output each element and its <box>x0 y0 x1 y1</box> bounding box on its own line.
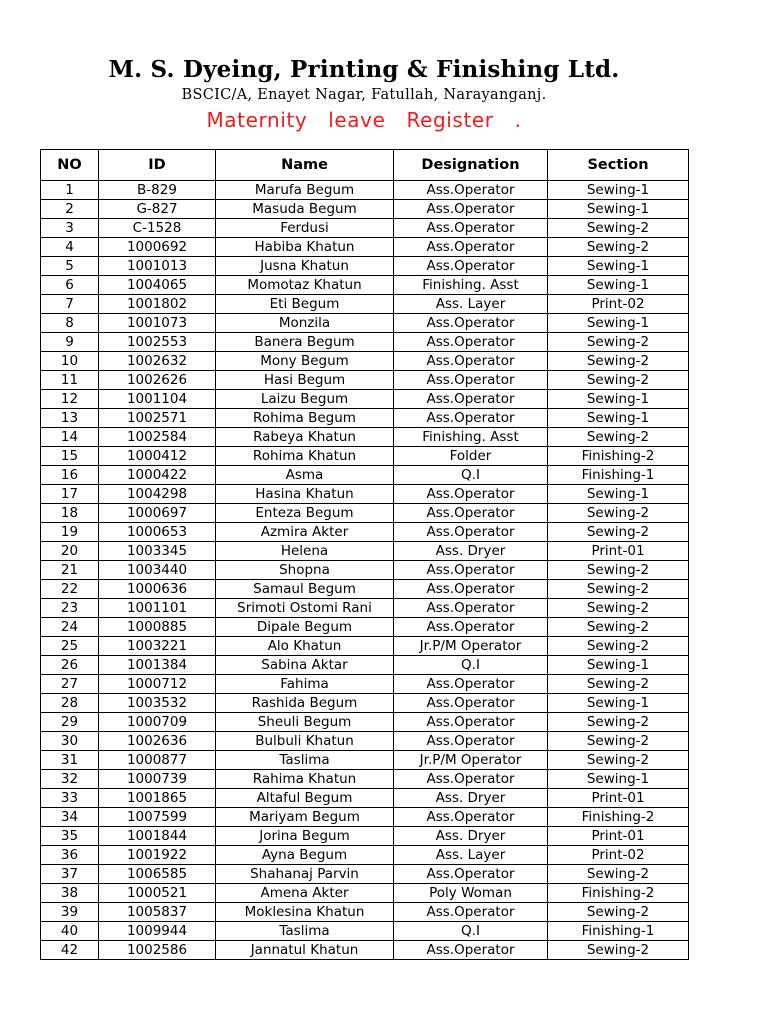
cell-designation: Ass.Operator <box>394 352 548 371</box>
cell-no: 5 <box>41 257 99 276</box>
cell-no: 6 <box>41 276 99 295</box>
cell-no: 19 <box>41 523 99 542</box>
cell-designation: Ass.Operator <box>394 865 548 884</box>
cell-name: Moklesina Khatun <box>216 903 394 922</box>
table-body <box>41 181 689 960</box>
column-header-name: Name <box>216 150 394 181</box>
cell-name: Taslima <box>216 751 394 770</box>
cell-no: 21 <box>41 561 99 580</box>
cell-no: 3 <box>41 219 99 238</box>
cell-no: 33 <box>41 789 99 808</box>
cell-id: 1004065 <box>99 276 216 295</box>
cell-id: B-829 <box>99 181 216 200</box>
cell-designation: Ass.Operator <box>394 599 548 618</box>
cell-section: Print-01 <box>548 827 689 846</box>
cell-id: 1001073 <box>99 314 216 333</box>
cell-section: Print-01 <box>548 542 689 561</box>
cell-designation: Q.I <box>394 656 548 675</box>
cell-id: 1000877 <box>99 751 216 770</box>
table-row <box>41 485 689 504</box>
cell-id: 1002632 <box>99 352 216 371</box>
cell-name: Ferdusi <box>216 219 394 238</box>
cell-id: 1002584 <box>99 428 216 447</box>
cell-designation: Ass. Dryer <box>394 789 548 808</box>
cell-section: Finishing-1 <box>548 466 689 485</box>
cell-no: 40 <box>41 922 99 941</box>
cell-id: 1001802 <box>99 295 216 314</box>
table-row <box>41 295 689 314</box>
cell-no: 23 <box>41 599 99 618</box>
cell-no: 27 <box>41 675 99 694</box>
cell-name: Hasina Khatun <box>216 485 394 504</box>
cell-section: Print-02 <box>548 295 689 314</box>
cell-designation: Folder <box>394 447 548 466</box>
cell-section: Sewing-2 <box>548 713 689 732</box>
table-row <box>41 314 689 333</box>
cell-name: Azmira Akter <box>216 523 394 542</box>
cell-section: Finishing-2 <box>548 808 689 827</box>
cell-section: Sewing-1 <box>548 656 689 675</box>
table-row <box>41 922 689 941</box>
cell-id: 1006585 <box>99 865 216 884</box>
cell-no: 17 <box>41 485 99 504</box>
table-row <box>41 637 689 656</box>
cell-name: Rabeya Khatun <box>216 428 394 447</box>
cell-id: 1000885 <box>99 618 216 637</box>
table-row <box>41 827 689 846</box>
cell-no: 8 <box>41 314 99 333</box>
cell-id: 1003345 <box>99 542 216 561</box>
cell-id: 1003532 <box>99 694 216 713</box>
cell-designation: Ass.Operator <box>394 941 548 960</box>
cell-id: C-1528 <box>99 219 216 238</box>
table-row <box>41 181 689 200</box>
table-row <box>41 200 689 219</box>
cell-no: 11 <box>41 371 99 390</box>
table-row <box>41 789 689 808</box>
cell-no: 34 <box>41 808 99 827</box>
cell-designation: Ass.Operator <box>394 770 548 789</box>
cell-id: 1002553 <box>99 333 216 352</box>
cell-designation: Ass.Operator <box>394 732 548 751</box>
cell-section: Sewing-2 <box>548 865 689 884</box>
cell-designation: Ass.Operator <box>394 903 548 922</box>
table-row <box>41 257 689 276</box>
cell-name: Fahima <box>216 675 394 694</box>
cell-no: 42 <box>41 941 99 960</box>
cell-name: Eti Begum <box>216 295 394 314</box>
register-title: Maternity leave Register . <box>206 108 522 132</box>
cell-section: Sewing-1 <box>548 390 689 409</box>
maternity-leave-table <box>40 149 689 960</box>
cell-name: Mony Begum <box>216 352 394 371</box>
column-header-id: ID <box>99 150 216 181</box>
cell-designation: Jr.P/M Operator <box>394 637 548 656</box>
cell-id: 1000653 <box>99 523 216 542</box>
cell-no: 25 <box>41 637 99 656</box>
table-row <box>41 732 689 751</box>
table-row <box>41 884 689 903</box>
cell-id: 1001101 <box>99 599 216 618</box>
cell-name: Samaul Begum <box>216 580 394 599</box>
cell-id: 1004298 <box>99 485 216 504</box>
cell-designation: Ass.Operator <box>394 238 548 257</box>
cell-section: Finishing-2 <box>548 447 689 466</box>
table-row <box>41 941 689 960</box>
cell-section: Sewing-1 <box>548 200 689 219</box>
cell-no: 30 <box>41 732 99 751</box>
cell-section: Sewing-1 <box>548 276 689 295</box>
cell-no: 13 <box>41 409 99 428</box>
cell-designation: Ass. Layer <box>394 295 548 314</box>
cell-name: Jannatul Khatun <box>216 941 394 960</box>
cell-no: 15 <box>41 447 99 466</box>
cell-designation: Ass.Operator <box>394 257 548 276</box>
cell-section: Sewing-1 <box>548 181 689 200</box>
company-address: BSCIC/A, Enayet Nagar, Fatullah, Narayanganj. <box>181 87 547 103</box>
cell-name: Shopna <box>216 561 394 580</box>
cell-designation: Finishing. Asst <box>394 276 548 295</box>
table-row <box>41 371 689 390</box>
cell-designation: Ass. Dryer <box>394 827 548 846</box>
cell-section: Sewing-1 <box>548 409 689 428</box>
table-row <box>41 428 689 447</box>
cell-name: Sheuli Begum <box>216 713 394 732</box>
cell-name: Asma <box>216 466 394 485</box>
cell-id: 1000412 <box>99 447 216 466</box>
cell-no: 32 <box>41 770 99 789</box>
cell-no: 14 <box>41 428 99 447</box>
cell-section: Sewing-2 <box>548 618 689 637</box>
cell-section: Sewing-1 <box>548 257 689 276</box>
cell-id: 1000692 <box>99 238 216 257</box>
cell-section: Finishing-1 <box>548 922 689 941</box>
cell-section: Sewing-2 <box>548 599 689 618</box>
cell-designation: Ass.Operator <box>394 181 548 200</box>
table-row <box>41 333 689 352</box>
cell-name: Marufa Begum <box>216 181 394 200</box>
cell-no: 20 <box>41 542 99 561</box>
cell-id: 1003221 <box>99 637 216 656</box>
cell-id: 1005837 <box>99 903 216 922</box>
cell-name: Taslima <box>216 922 394 941</box>
cell-name: Habiba Khatun <box>216 238 394 257</box>
cell-id: 1000712 <box>99 675 216 694</box>
cell-designation: Ass.Operator <box>394 200 548 219</box>
column-header-designation: Designation <box>394 150 548 181</box>
cell-id: 1000739 <box>99 770 216 789</box>
cell-name: Helena <box>216 542 394 561</box>
cell-section: Sewing-1 <box>548 314 689 333</box>
cell-name: Sabina Aktar <box>216 656 394 675</box>
cell-designation: Ass.Operator <box>394 371 548 390</box>
cell-designation: Ass.Operator <box>394 580 548 599</box>
cell-no: 39 <box>41 903 99 922</box>
cell-id: 1003440 <box>99 561 216 580</box>
cell-designation: Ass.Operator <box>394 523 548 542</box>
cell-section: Sewing-2 <box>548 751 689 770</box>
cell-section: Sewing-2 <box>548 504 689 523</box>
cell-id: 1000521 <box>99 884 216 903</box>
cell-no: 28 <box>41 694 99 713</box>
cell-designation: Ass.Operator <box>394 713 548 732</box>
table-header-row <box>41 150 689 181</box>
table-row <box>41 352 689 371</box>
table-row <box>41 808 689 827</box>
table-row <box>41 542 689 561</box>
cell-section: Sewing-2 <box>548 561 689 580</box>
column-header-section: Section <box>548 150 689 181</box>
cell-name: Rohima Khatun <box>216 447 394 466</box>
cell-designation: Ass.Operator <box>394 504 548 523</box>
cell-name: Momotaz Khatun <box>216 276 394 295</box>
cell-no: 35 <box>41 827 99 846</box>
cell-id: 1001384 <box>99 656 216 675</box>
cell-no: 10 <box>41 352 99 371</box>
cell-section: Sewing-2 <box>548 219 689 238</box>
table-row <box>41 770 689 789</box>
cell-no: 31 <box>41 751 99 770</box>
cell-name: Laizu Begum <box>216 390 394 409</box>
cell-name: Srimoti Ostomi Rani <box>216 599 394 618</box>
cell-name: Enteza Begum <box>216 504 394 523</box>
table-row <box>41 865 689 884</box>
cell-section: Sewing-2 <box>548 352 689 371</box>
cell-section: Finishing-2 <box>548 884 689 903</box>
cell-id: 1000709 <box>99 713 216 732</box>
cell-section: Print-02 <box>548 846 689 865</box>
cell-section: Sewing-2 <box>548 941 689 960</box>
cell-name: Dipale Begum <box>216 618 394 637</box>
cell-name: Rashida Begum <box>216 694 394 713</box>
cell-id: 1009944 <box>99 922 216 941</box>
table-row <box>41 903 689 922</box>
table-row <box>41 599 689 618</box>
cell-id: 1002586 <box>99 941 216 960</box>
cell-section: Sewing-2 <box>548 903 689 922</box>
cell-section: Sewing-2 <box>548 428 689 447</box>
cell-id: 1001013 <box>99 257 216 276</box>
cell-designation: Finishing. Asst <box>394 428 548 447</box>
cell-name: Masuda Begum <box>216 200 394 219</box>
cell-name: Shahanaj Parvin <box>216 865 394 884</box>
cell-section: Sewing-2 <box>548 580 689 599</box>
cell-designation: Ass.Operator <box>394 561 548 580</box>
cell-designation: Poly Woman <box>394 884 548 903</box>
cell-name: Ayna Begum <box>216 846 394 865</box>
cell-section: Print-01 <box>548 789 689 808</box>
cell-name: Amena Akter <box>216 884 394 903</box>
cell-name: Jorina Begum <box>216 827 394 846</box>
cell-no: 38 <box>41 884 99 903</box>
cell-id: 1007599 <box>99 808 216 827</box>
cell-id: 1001844 <box>99 827 216 846</box>
cell-name: Rohima Begum <box>216 409 394 428</box>
table-row <box>41 409 689 428</box>
table-row <box>41 618 689 637</box>
cell-name: Banera Begum <box>216 333 394 352</box>
cell-designation: Ass.Operator <box>394 409 548 428</box>
table-row <box>41 694 689 713</box>
table-row <box>41 713 689 732</box>
table-row <box>41 466 689 485</box>
cell-id: 1002636 <box>99 732 216 751</box>
cell-name: Hasi Begum <box>216 371 394 390</box>
cell-designation: Q.I <box>394 466 548 485</box>
cell-designation: Ass.Operator <box>394 485 548 504</box>
cell-id: 1002626 <box>99 371 216 390</box>
cell-no: 1 <box>41 181 99 200</box>
cell-name: Mariyam Begum <box>216 808 394 827</box>
cell-section: Sewing-2 <box>548 523 689 542</box>
table-row <box>41 276 689 295</box>
cell-name: Altaful Begum <box>216 789 394 808</box>
cell-id: 1001104 <box>99 390 216 409</box>
table-row <box>41 580 689 599</box>
cell-no: 4 <box>41 238 99 257</box>
cell-no: 16 <box>41 466 99 485</box>
table-row <box>41 219 689 238</box>
table-row <box>41 523 689 542</box>
cell-designation: Ass.Operator <box>394 618 548 637</box>
cell-section: Sewing-2 <box>548 238 689 257</box>
table-row <box>41 390 689 409</box>
cell-id: 1000697 <box>99 504 216 523</box>
cell-no: 37 <box>41 865 99 884</box>
table-row <box>41 447 689 466</box>
cell-no: 26 <box>41 656 99 675</box>
cell-no: 7 <box>41 295 99 314</box>
cell-no: 29 <box>41 713 99 732</box>
column-header-no: NO <box>41 150 99 181</box>
table-row <box>41 238 689 257</box>
table-row <box>41 504 689 523</box>
cell-designation: Ass. Dryer <box>394 542 548 561</box>
cell-no: 36 <box>41 846 99 865</box>
cell-section: Sewing-1 <box>548 485 689 504</box>
cell-designation: Jr.P/M Operator <box>394 751 548 770</box>
table-row <box>41 656 689 675</box>
cell-id: 1000636 <box>99 580 216 599</box>
cell-designation: Ass.Operator <box>394 333 548 352</box>
cell-designation: Ass. Layer <box>394 846 548 865</box>
cell-name: Monzila <box>216 314 394 333</box>
cell-no: 2 <box>41 200 99 219</box>
cell-designation: Ass.Operator <box>394 808 548 827</box>
cell-section: Sewing-2 <box>548 333 689 352</box>
company-name: M. S. Dyeing, Printing & Finishing Ltd. <box>108 56 620 83</box>
cell-no: 22 <box>41 580 99 599</box>
cell-no: 18 <box>41 504 99 523</box>
cell-designation: Ass.Operator <box>394 219 548 238</box>
cell-designation: Ass.Operator <box>394 390 548 409</box>
table-row <box>41 751 689 770</box>
cell-section: Sewing-1 <box>548 770 689 789</box>
cell-name: Jusna Khatun <box>216 257 394 276</box>
cell-section: Sewing-2 <box>548 371 689 390</box>
cell-id: 1001922 <box>99 846 216 865</box>
cell-designation: Ass.Operator <box>394 314 548 333</box>
cell-id: 1002571 <box>99 409 216 428</box>
cell-id: G-827 <box>99 200 216 219</box>
cell-no: 12 <box>41 390 99 409</box>
cell-name: Alo Khatun <box>216 637 394 656</box>
cell-designation: Q.I <box>394 922 548 941</box>
cell-designation: Ass.Operator <box>394 675 548 694</box>
cell-no: 9 <box>41 333 99 352</box>
cell-id: 1001865 <box>99 789 216 808</box>
table-row <box>41 561 689 580</box>
table-row <box>41 675 689 694</box>
cell-section: Sewing-2 <box>548 732 689 751</box>
cell-name: Rahima Khatun <box>216 770 394 789</box>
cell-no: 24 <box>41 618 99 637</box>
cell-section: Sewing-1 <box>548 694 689 713</box>
cell-section: Sewing-2 <box>548 675 689 694</box>
cell-designation: Ass.Operator <box>394 694 548 713</box>
cell-section: Sewing-2 <box>548 637 689 656</box>
cell-name: Bulbuli Khatun <box>216 732 394 751</box>
table-row <box>41 846 689 865</box>
cell-id: 1000422 <box>99 466 216 485</box>
